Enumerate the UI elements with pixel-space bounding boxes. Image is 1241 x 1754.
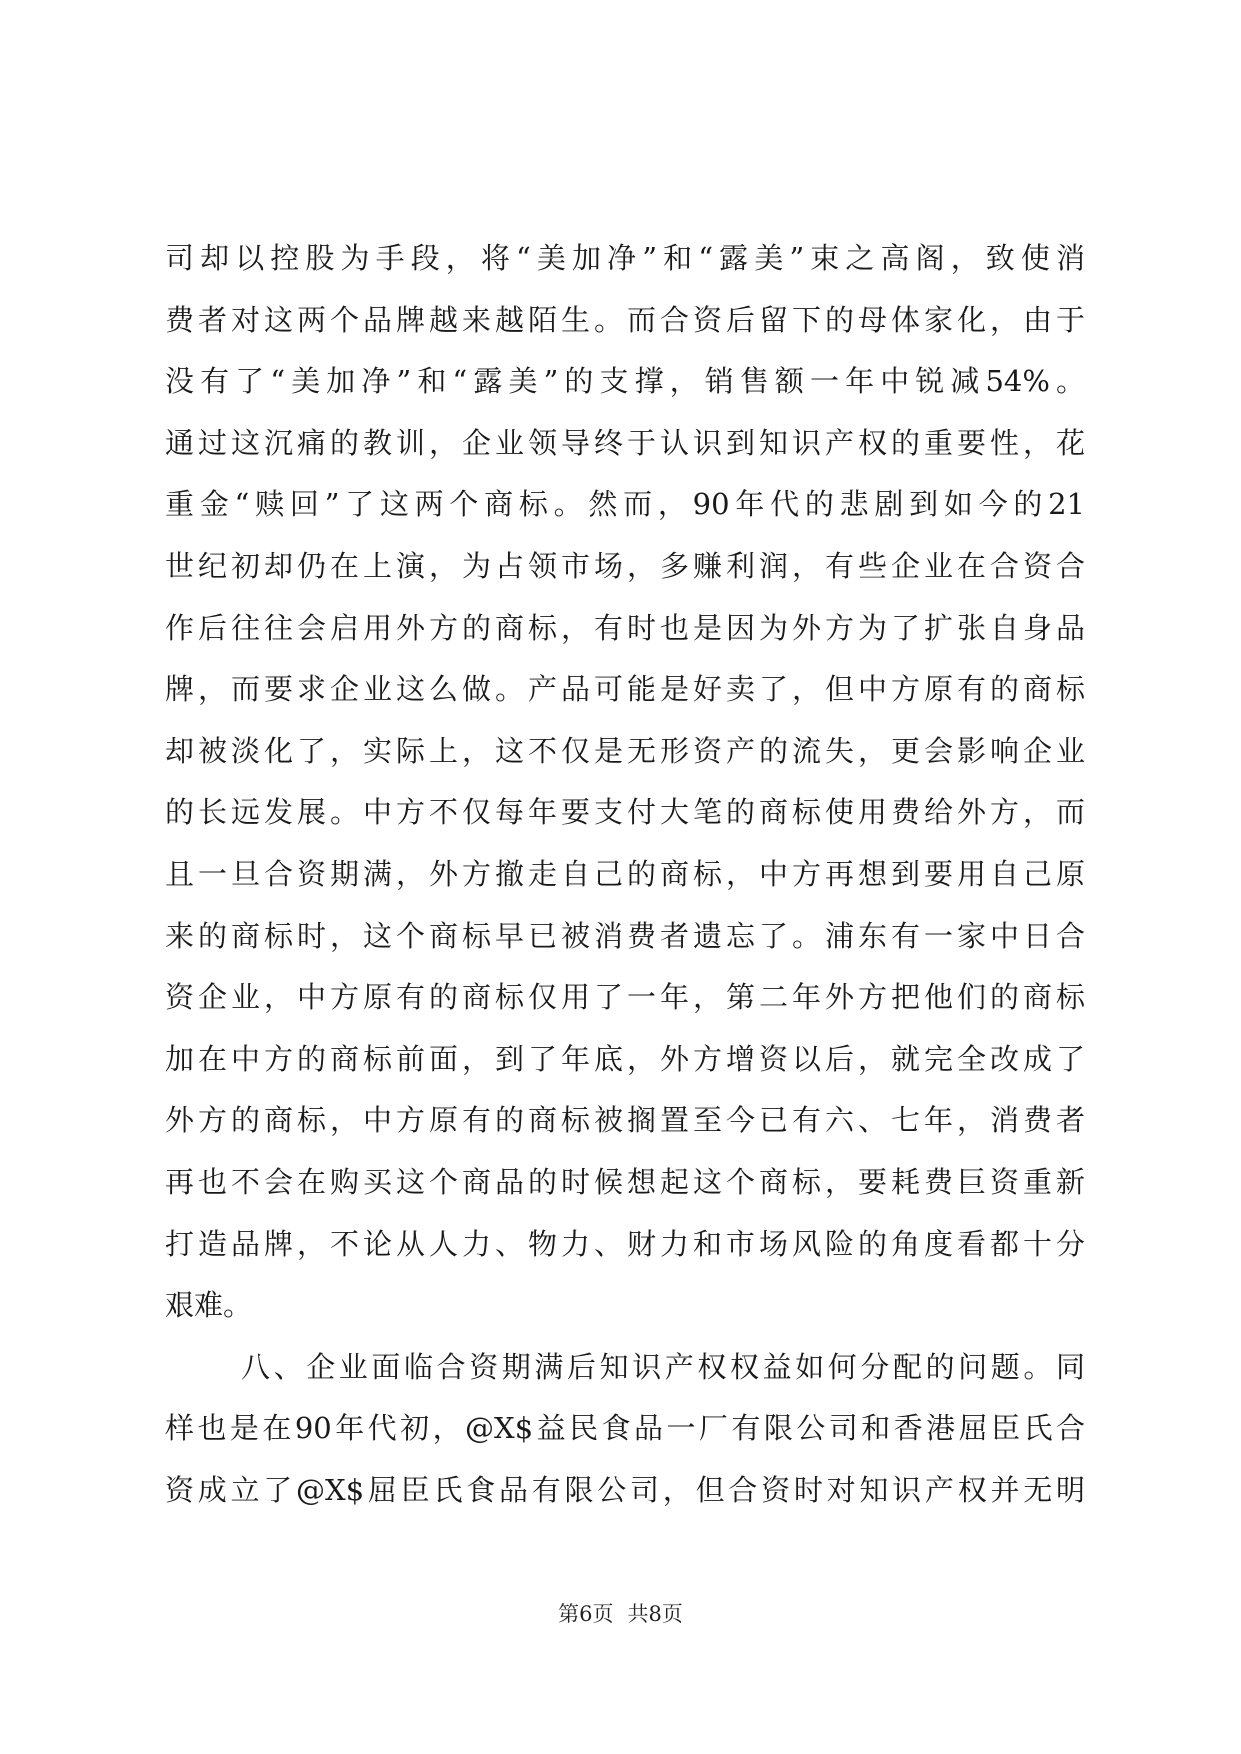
text-line: 来的商标时，这个商标早已被消费者遗忘了。浦东有一家中日合 — [165, 918, 1085, 953]
text-line: 世纪初却仍在上演，为占领市场，多赚利润，有些企业在合资合 — [165, 548, 1085, 583]
text-line: 且一旦合资期满，外方撤走自己的商标，中方再想到要用自己原 — [165, 856, 1085, 891]
page-number: 第6页 — [558, 1602, 614, 1626]
text-line: 没有了“美加净”和“露美”的支撑，销售额一年中锐减54%。 — [165, 364, 1085, 399]
text-line: 加在中方的商标前面，到了年底，外方增资以后，就完全改成了 — [165, 1041, 1085, 1076]
text-line: 牌，而要求企业这么做。产品可能是好卖了，但中方原有的商标 — [165, 672, 1085, 707]
text-line: 样也是在90年代初，@X$益民食品一厂有限公司和香港屈臣氏合 — [165, 1411, 1085, 1446]
text-line: 八、企业面临合资期满后知识产权权益如何分配的问题。同 — [241, 1349, 1085, 1384]
text-line: 却被淡化了，实际上，这不仅是无形资产的流失，更会影响企业 — [165, 733, 1085, 768]
page-footer — [0, 1598, 1241, 1628]
text-line: 艰难。 — [165, 1288, 253, 1323]
text-line: 重金“赎回”了这两个商标。然而，90年代的悲剧到如今的21 — [165, 487, 1085, 522]
text-line: 的长远发展。中方不仅每年要支付大笔的商标使用费给外方，而 — [165, 795, 1085, 830]
text-line: 再也不会在购买这个商品的时候想起这个商标，要耗费巨资重新 — [165, 1164, 1085, 1199]
text-line: 通过这沉痛的教训，企业领导终于认识到知识产权的重要性，花 — [165, 425, 1085, 460]
text-line: 资成立了@X$屈臣氏食品有限公司，但合资时对知识产权并无明 — [165, 1472, 1085, 1507]
page-total: 共8页 — [627, 1602, 683, 1626]
text-line: 资企业，中方原有的商标仅用了一年，第二年外方把他们的商标 — [165, 980, 1085, 1015]
text-line: 费者对这两个品牌越来越陌生。而合资后留下的母体家化，由于 — [165, 302, 1085, 337]
text-line: 作后往往会启用外方的商标，有时也是因为外方为了扩张自身品 — [165, 610, 1085, 645]
text-line: 外方的商标，中方原有的商标被搁置至今已有六、七年，消费者 — [165, 1103, 1085, 1138]
text-line: 打造品牌，不论从人力、物力、财力和市场风险的角度看都十分 — [165, 1226, 1085, 1261]
body-text — [165, 228, 1085, 1521]
text-line: 司却以控股为手段，将“美加净”和“露美”束之高阁，致使消 — [165, 241, 1085, 275]
